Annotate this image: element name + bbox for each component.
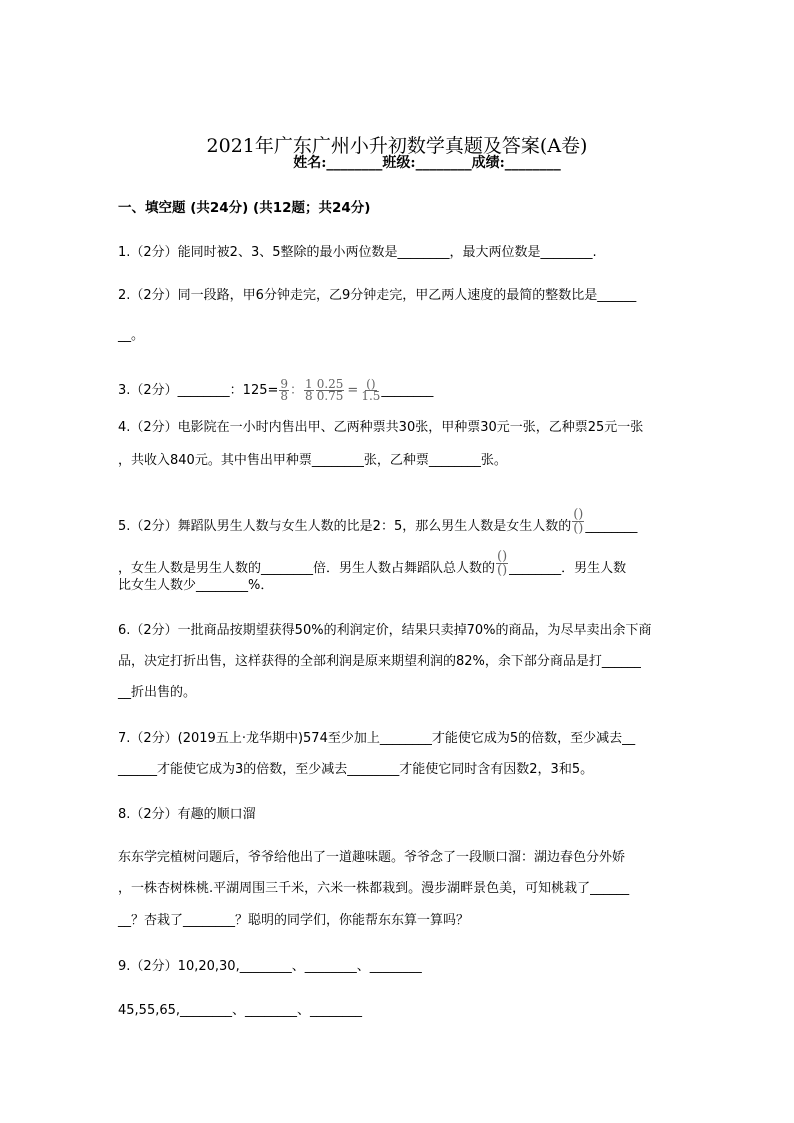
fraction-blank xyxy=(496,550,508,577)
q3-prefix: 3.（2分）________：125= xyxy=(118,383,279,398)
q5-text: ，女生人数是男生人数的________倍．男生人数占舞蹈队总人数的 xyxy=(118,561,496,576)
question-5-line-1 xyxy=(118,508,637,535)
question-3 xyxy=(118,379,433,402)
fraction-numerator: () xyxy=(366,377,376,391)
question-6-line-2: 品，决定打折出售，这样获得的全部利润是原来期望利润的82%，余下部分商品是打______ xyxy=(118,654,641,669)
question-5-line-3: 比女生人数少________%． xyxy=(118,578,274,593)
ratio-colon: ： xyxy=(290,383,304,398)
fraction-denominator: 8 xyxy=(305,389,313,403)
q5-blank: ________．男生人数 xyxy=(509,561,627,576)
fraction-1-8 xyxy=(304,379,314,402)
fraction-numerator: () xyxy=(497,549,508,564)
student-info-line: 姓名:________班级:________成绩:________ xyxy=(293,155,561,171)
question-8-line-3: __？杏栽了________？聪明的同学们，你能帮东东算一算吗？ xyxy=(118,913,470,928)
question-8-title: 8.（2分）有趣的顺口溜 xyxy=(118,807,256,822)
q5-text: 5.（2分）舞蹈队男生人数与女生人数的比是2：5，那么男生人数是女生人数的 xyxy=(118,519,572,534)
fraction-9-8 xyxy=(279,379,289,402)
question-6-line-3: __折出售的。 xyxy=(118,685,197,700)
question-5-line-2 xyxy=(118,550,626,577)
fraction-blank-15 xyxy=(361,379,380,402)
fraction-denominator: () xyxy=(573,521,584,536)
question-7-line-2: ______才能使它成为3的倍数，至少减去________才能使它同时含有因数2，3和5。 xyxy=(118,762,594,777)
fraction-denominator: 0.75 xyxy=(316,389,344,403)
question-4-line-2: ，共收入840元。其中售出甲种票________张，乙种票________张。 xyxy=(118,453,507,468)
fraction-numerator: () xyxy=(573,507,584,522)
fraction-numerator: 1 xyxy=(305,377,313,391)
question-2-line-1: 2.（2分）同一段路，甲6分钟走完，乙9分钟走完，甲乙两人速度的最简的整数比是______ xyxy=(118,288,637,303)
question-4-line-1: 4.（2分）电影院在一小时内售出甲、乙两种票共30张，甲种票30元一张，乙种票25元一张 xyxy=(118,420,644,435)
q3-answer-blank: ________ xyxy=(381,383,434,398)
fraction-numerator: 9 xyxy=(280,377,289,391)
fraction-denominator: 8 xyxy=(280,389,289,403)
fraction-numerator: 0.25 xyxy=(316,377,344,391)
question-2-line-2: __。 xyxy=(118,328,145,343)
equals-sign: = xyxy=(347,383,359,398)
fraction-blank xyxy=(572,508,584,535)
question-9-line-2: 45,55,65,________、________、________ xyxy=(118,1003,363,1018)
question-8-line-1: 东东学完植树问题后，爷爷给他出了一道趣味题。爷爷念了一段顺口溜：湖边春色分外娇 xyxy=(118,850,626,865)
section-heading: 一、填空题 (共24分) (共12题；共24分) xyxy=(118,200,371,216)
q5-blank: ________ xyxy=(585,519,638,534)
fraction-denominator: () xyxy=(497,563,508,578)
question-9-line-1: 9.（2分）10,20,30,________、________、________ xyxy=(118,959,422,974)
fraction-025-075 xyxy=(316,379,345,402)
question-1: 1.（2分）能同时被2、3、5整除的最小两位数是________，最大两位数是________. xyxy=(118,245,597,260)
question-7-line-1: 7.（2分）(2019五上·龙华期中)574至少加上________才能使它成为5的倍数，至少减去__ xyxy=(118,731,636,746)
fraction-denominator: 1.5 xyxy=(361,389,381,403)
question-8-line-2: ，一株杏树株桃.平湖周围三千米，六米一株都栽到。漫步湖畔景色美，可知桃栽了______ xyxy=(118,881,630,896)
question-6-line-1: 6.（2分）一批商品按期望获得50%的利润定价，结果只卖掉70%的商品，为尽早卖出余下商 xyxy=(118,623,652,638)
page-title: 2021年广东广州小升初数学真题及答案(A卷) xyxy=(206,135,588,157)
